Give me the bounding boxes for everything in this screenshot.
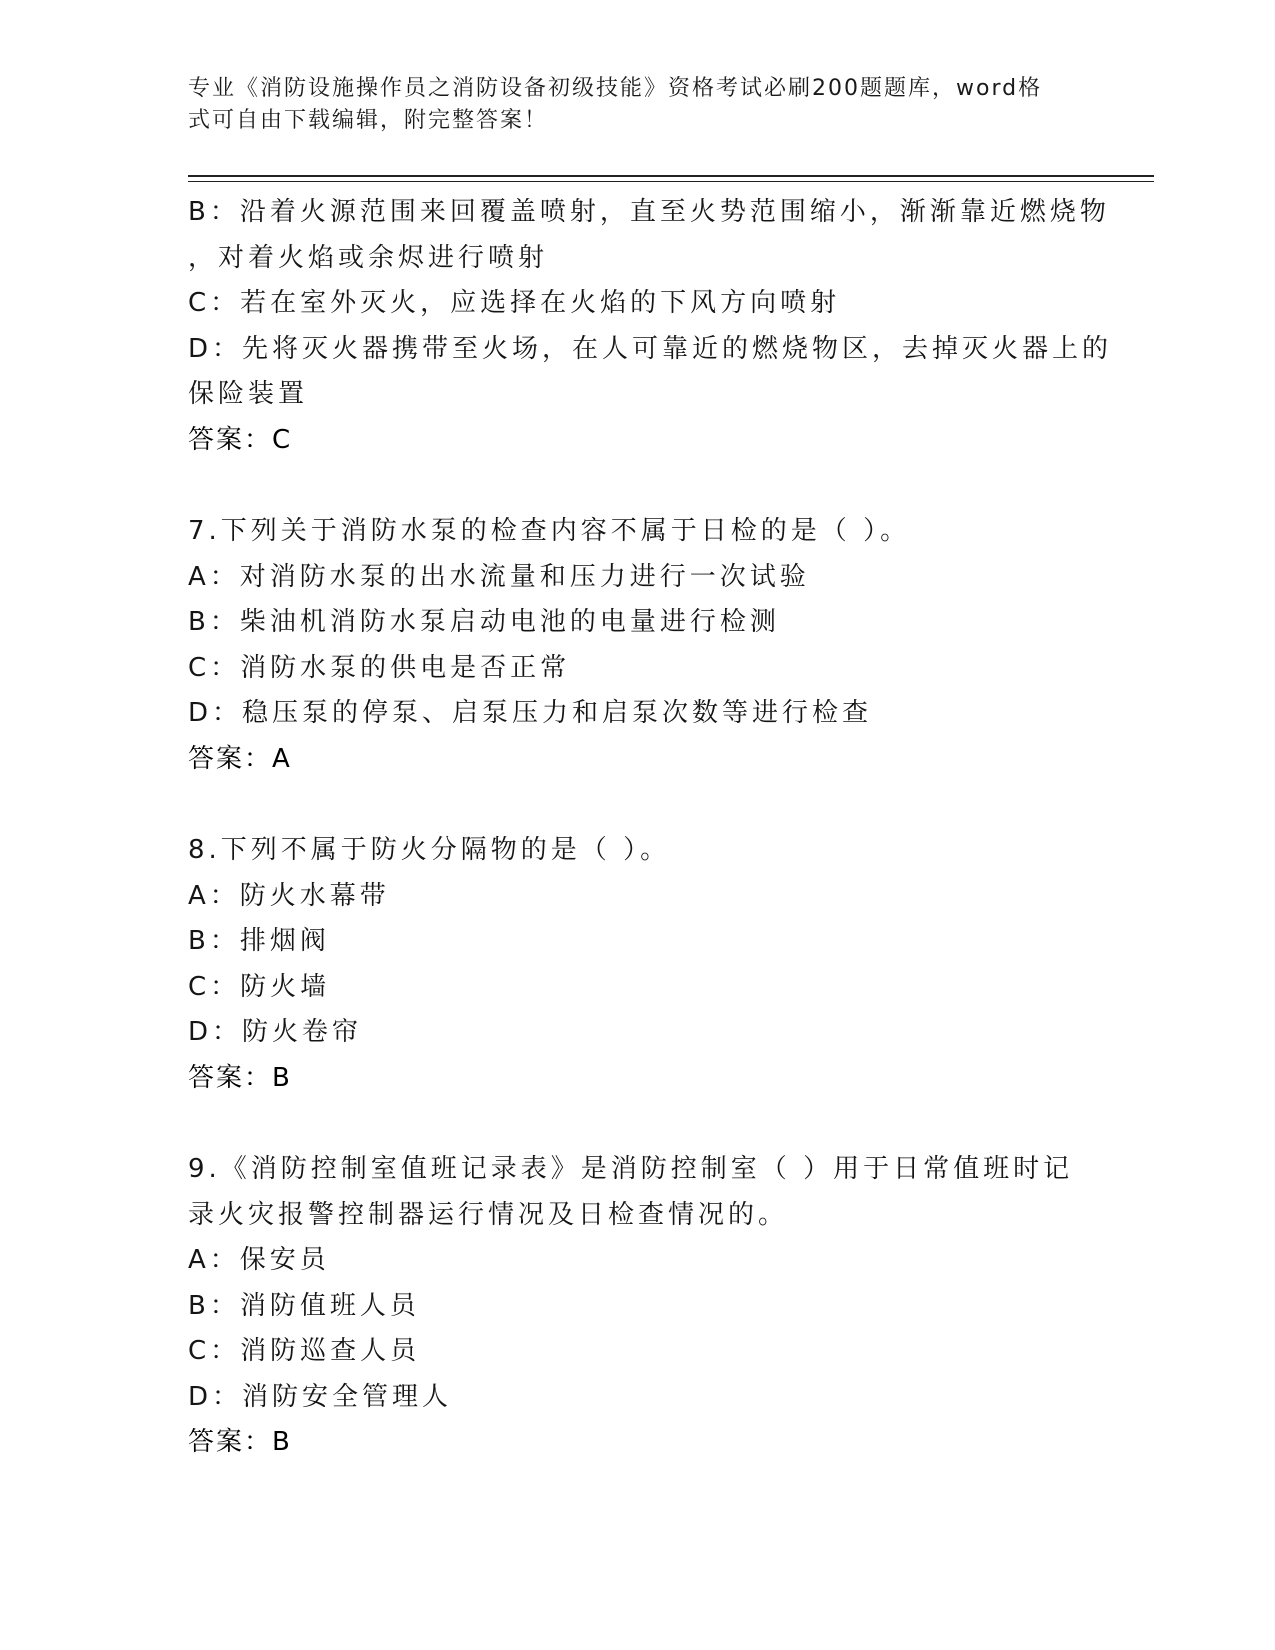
option-d: D：稳压泵的停泵、启泵压力和启泵次数等进行检查 bbox=[188, 698, 873, 728]
question-stem-line-1: 9.《消防控制室值班记录表》是消防控制室（ ）用于日常值班时记 bbox=[188, 1154, 1074, 1184]
spacer bbox=[188, 463, 1088, 509]
spacer bbox=[188, 1101, 1088, 1147]
answer: 答案：B bbox=[188, 1427, 292, 1457]
question-6-tail bbox=[188, 190, 1113, 463]
option-a: A：保安员 bbox=[188, 1245, 330, 1275]
answer: 答案：A bbox=[188, 743, 292, 774]
header-divider-thick bbox=[188, 175, 1154, 177]
option-b-line-2: ，对着火焰或余烬进行喷射 bbox=[188, 242, 549, 273]
option-a: A：对消防水泵的出水流量和压力进行一次试验 bbox=[188, 561, 810, 592]
option-a: A：防火水幕带 bbox=[188, 880, 390, 911]
header-line-1: 专业《消防设施操作员之消防设备初级技能》资格考试必刷200题题库，word格 bbox=[188, 76, 1043, 101]
option-b-line-1: B：沿着火源范围来回覆盖喷射，直至火势范围缩小，渐渐靠近燃烧物 bbox=[188, 197, 1110, 227]
question-list bbox=[188, 190, 1113, 1466]
question-stem: 8.下列不属于防火分隔物的是（ ）。 bbox=[188, 835, 671, 865]
header-line-2: 式可自由下载编辑，附完整答案！ bbox=[188, 108, 549, 133]
option-d: D：防火卷帘 bbox=[188, 1017, 363, 1047]
option-c: C：消防水泵的供电是否正常 bbox=[188, 652, 571, 683]
option-b: B：柴油机消防水泵启动电池的电量进行检测 bbox=[188, 607, 780, 637]
option-d: D：消防安全管理人 bbox=[188, 1381, 453, 1412]
option-b: B：排烟阀 bbox=[188, 926, 330, 956]
option-b: B：消防值班人员 bbox=[188, 1290, 420, 1321]
option-c: C：消防巡查人员 bbox=[188, 1336, 421, 1366]
answer: 答案：C bbox=[188, 424, 293, 455]
option-c: C：防火墙 bbox=[188, 971, 331, 1002]
spacer bbox=[188, 782, 1088, 828]
question-9 bbox=[188, 1147, 1088, 1466]
question-7 bbox=[188, 509, 1088, 782]
answer: 答案：B bbox=[188, 1062, 292, 1093]
document-header bbox=[188, 73, 1068, 137]
option-c: C：若在室外灭火，应选择在火焰的下风方向喷射 bbox=[188, 288, 841, 318]
option-d-line-1: D：先将灭火器携带至火场，在人可靠近的燃烧物区，去掉灭火器上的 bbox=[188, 333, 1113, 364]
question-8 bbox=[188, 828, 1088, 1101]
question-stem-line-2: 录火灾报警控制器运行情况及日检查情况的。 bbox=[188, 1199, 789, 1230]
option-d-line-2: 保险装置 bbox=[188, 379, 309, 409]
question-stem: 7.下列关于消防水泵的检查内容不属于日检的是（ ）。 bbox=[188, 516, 911, 546]
header-divider-thin bbox=[188, 181, 1154, 182]
